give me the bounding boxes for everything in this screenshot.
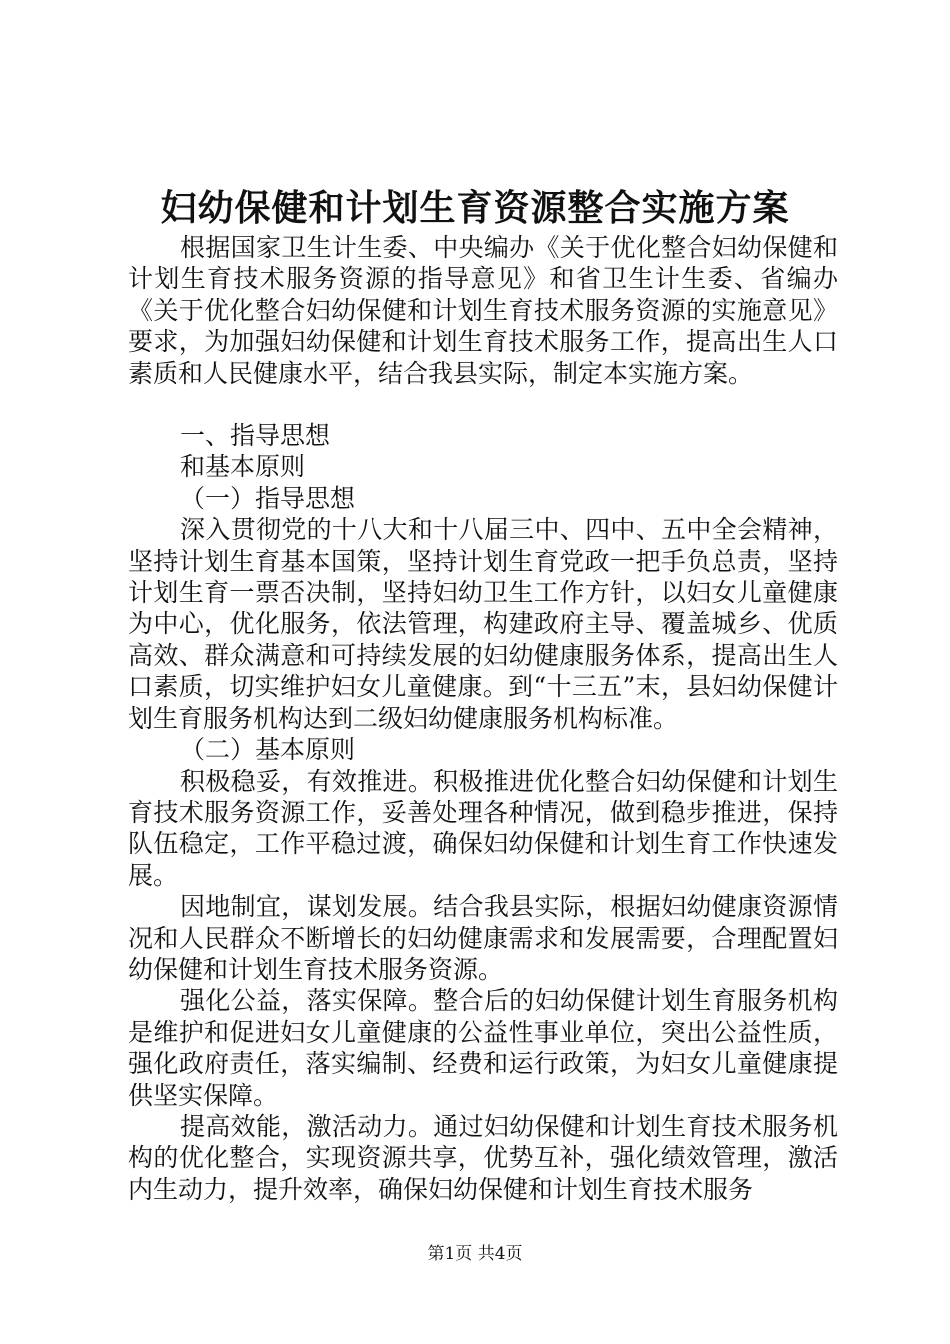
- page-footer: 第1页 共4页: [427, 1244, 523, 1264]
- principle-paragraph: 提高效能，激活动力。通过妇幼保健和计划生育技术服务机构的优化整合，实现资源共享，优势互补，强化绩效管理，激活内生动力，提升效率，确保妇幼保健和计划生育技术服务: [128, 1111, 838, 1204]
- principle-paragraph: 因地制宜，谋划发展。结合我县实际，根据妇幼健康资源情况和人民群众不断增长的妇幼健康需求和发展需要，合理配置妇幼保健和计划生育技术服务资源。: [128, 892, 838, 984]
- intro-paragraph: 根据国家卫生计生委、中央编办《关于优化整合妇幼保健和计划生育技术服务资源的指导意见》和省卫生计生委、省编办《关于优化整合妇幼保健和计划生育技术服务资源的实施意见》要求，为加强妇幼保健和计划生育技术服务工作，提高出生人口素质和人民健康水平，结合我县实际，制定本实施方案。: [128, 233, 838, 388]
- section-heading-line-2: 和基本原则: [180, 452, 306, 482]
- subsection-heading-guiding-thought: （一）指导思想: [180, 483, 356, 513]
- document-body: [128, 232, 838, 1205]
- principle-paragraph: 强化公益，落实保障。整合后的妇幼保健计划生育服务机构是维护和促进妇女儿童健康的公益性事业单位，突出公益性质，强化政府责任，落实编制、经费和运行政策，为妇女儿童健康提供坚实保障。: [128, 986, 838, 1110]
- section-heading-line-1: 一、指导思想: [180, 421, 331, 451]
- subsection-heading-basic-principles: （二）基本原则: [180, 735, 356, 765]
- guiding-thought-paragraph: 深入贯彻党的十八大和十八届三中、四中、五中全会精神，坚持计划生育基本国策，坚持计划生育党政一把手负总责，坚持计划生育一票否决制，坚持妇幼卫生工作方针，以妇女儿童健康为中心，优化服务，依法管理，构建政府主导、覆盖城乡、优质高效、群众满意和可持续发展的妇幼健康服务体系，提高出生人口素质，切实维护妇女儿童健康。到“十三五”末，县妇幼保健计划生育服务机构达到二级妇幼健康服务机构标准。: [128, 515, 838, 733]
- principle-paragraph: 积极稳妥，有效推进。积极推进优化整合妇幼保健和计划生育技术服务资源工作，妥善处理各种情况，做到稳步推进，保持队伍稳定，工作平稳过渡，确保妇幼保健和计划生育工作快速发展。: [128, 766, 838, 890]
- document-title: 妇幼保健和计划生育资源整合实施方案: [160, 187, 790, 229]
